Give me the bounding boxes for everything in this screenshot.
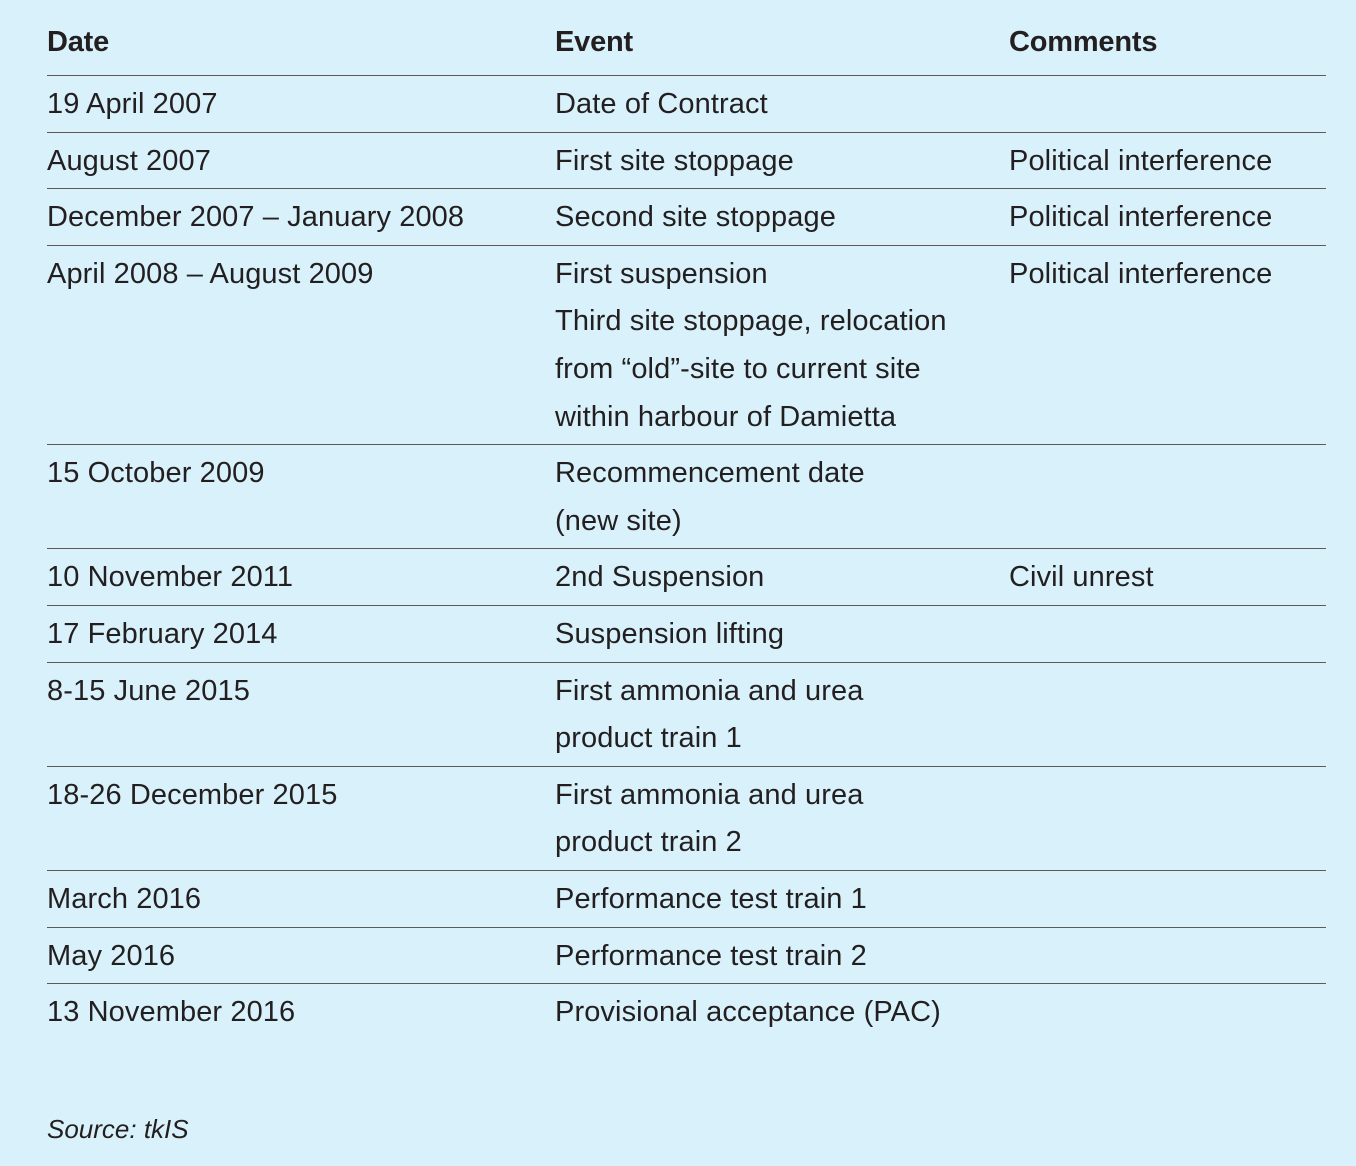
table-body — [47, 76, 1326, 1040]
cell-comments — [1009, 766, 1326, 870]
cell-comments — [1009, 605, 1326, 662]
table-row — [47, 927, 1326, 984]
cell-comments — [1009, 76, 1326, 133]
cell-date: 15 October 2009 — [47, 445, 555, 549]
timeline-table — [47, 26, 1326, 1040]
cell-event — [555, 605, 1009, 662]
cell-date: April 2008 – August 2009 — [47, 245, 555, 444]
event-line: First ammonia and urea — [555, 778, 864, 811]
event-line: from “old”-site to current site — [555, 352, 921, 385]
cell-event — [555, 766, 1009, 870]
header-date: Date — [47, 26, 555, 76]
event-line: Performance test train 1 — [555, 882, 867, 915]
table-row — [47, 549, 1326, 606]
event-line: product train 1 — [555, 722, 742, 755]
cell-event — [555, 445, 1009, 549]
table-row — [47, 605, 1326, 662]
event-line: (new site) — [555, 504, 682, 537]
cell-event — [555, 76, 1009, 133]
timeline-table-container — [47, 26, 1326, 1040]
table-row — [47, 870, 1326, 927]
event-line: First suspension — [555, 257, 768, 290]
cell-date: 17 February 2014 — [47, 605, 555, 662]
cell-comments: Political interference — [1009, 189, 1326, 246]
event-line: Second site stoppage — [555, 201, 836, 234]
event-line: Date of Contract — [555, 88, 768, 120]
cell-date: December 2007 – January 2008 — [47, 189, 555, 246]
cell-comments — [1009, 984, 1326, 1040]
cell-event — [555, 870, 1009, 927]
cell-date: 10 November 2011 — [47, 549, 555, 606]
event-line: First site stoppage — [555, 144, 794, 177]
cell-comments — [1009, 927, 1326, 984]
table-row — [47, 245, 1326, 444]
cell-date: 13 November 2016 — [47, 996, 296, 1029]
table-row — [47, 984, 1326, 1040]
table-row — [47, 132, 1326, 189]
table-row — [47, 189, 1326, 246]
table-row — [47, 445, 1326, 549]
source-note: Source: tkIS — [47, 1114, 189, 1144]
event-line: Recommencement date — [555, 457, 865, 490]
event-line: First ammonia and urea — [555, 674, 864, 707]
cell-date: March 2016 — [47, 870, 555, 927]
cell-event — [555, 662, 1009, 766]
header-comments: Comments — [1009, 26, 1326, 76]
event-line: Suspension lifting — [555, 617, 785, 650]
table-row — [47, 662, 1326, 766]
event-line: Performance test train 2 — [555, 939, 867, 972]
cell-comments: Civil unrest — [1009, 549, 1326, 606]
cell-date: 8-15 June 2015 — [47, 662, 555, 766]
cell-comments: Political interference — [1009, 132, 1326, 189]
cell-comments — [1009, 662, 1326, 766]
cell-event — [555, 927, 1009, 984]
event-line: product train 2 — [555, 826, 742, 859]
cell-date: May 2016 — [47, 927, 555, 984]
cell-date: August 2007 — [47, 132, 555, 189]
event-line: 2nd Suspension — [555, 561, 765, 594]
cell-event — [555, 549, 1009, 606]
table-header-row — [47, 26, 1326, 76]
table-row — [47, 76, 1326, 133]
cell-date: 19 April 2007 — [47, 76, 555, 133]
cell-comments — [1009, 870, 1326, 927]
event-line: Provisional acceptance (PAC) — [555, 996, 941, 1029]
event-line: Third site stoppage, relocation — [555, 305, 947, 338]
cell-event — [555, 189, 1009, 246]
header-event: Event — [555, 26, 1009, 76]
event-line: within harbour of Damietta — [555, 400, 897, 433]
cell-comments: Political interference — [1009, 245, 1326, 444]
cell-event — [555, 245, 1009, 444]
cell-comments — [1009, 445, 1326, 549]
cell-event — [555, 132, 1009, 189]
table-row — [47, 766, 1326, 870]
cell-event — [555, 984, 1009, 1040]
cell-date: 18-26 December 2015 — [47, 766, 555, 870]
